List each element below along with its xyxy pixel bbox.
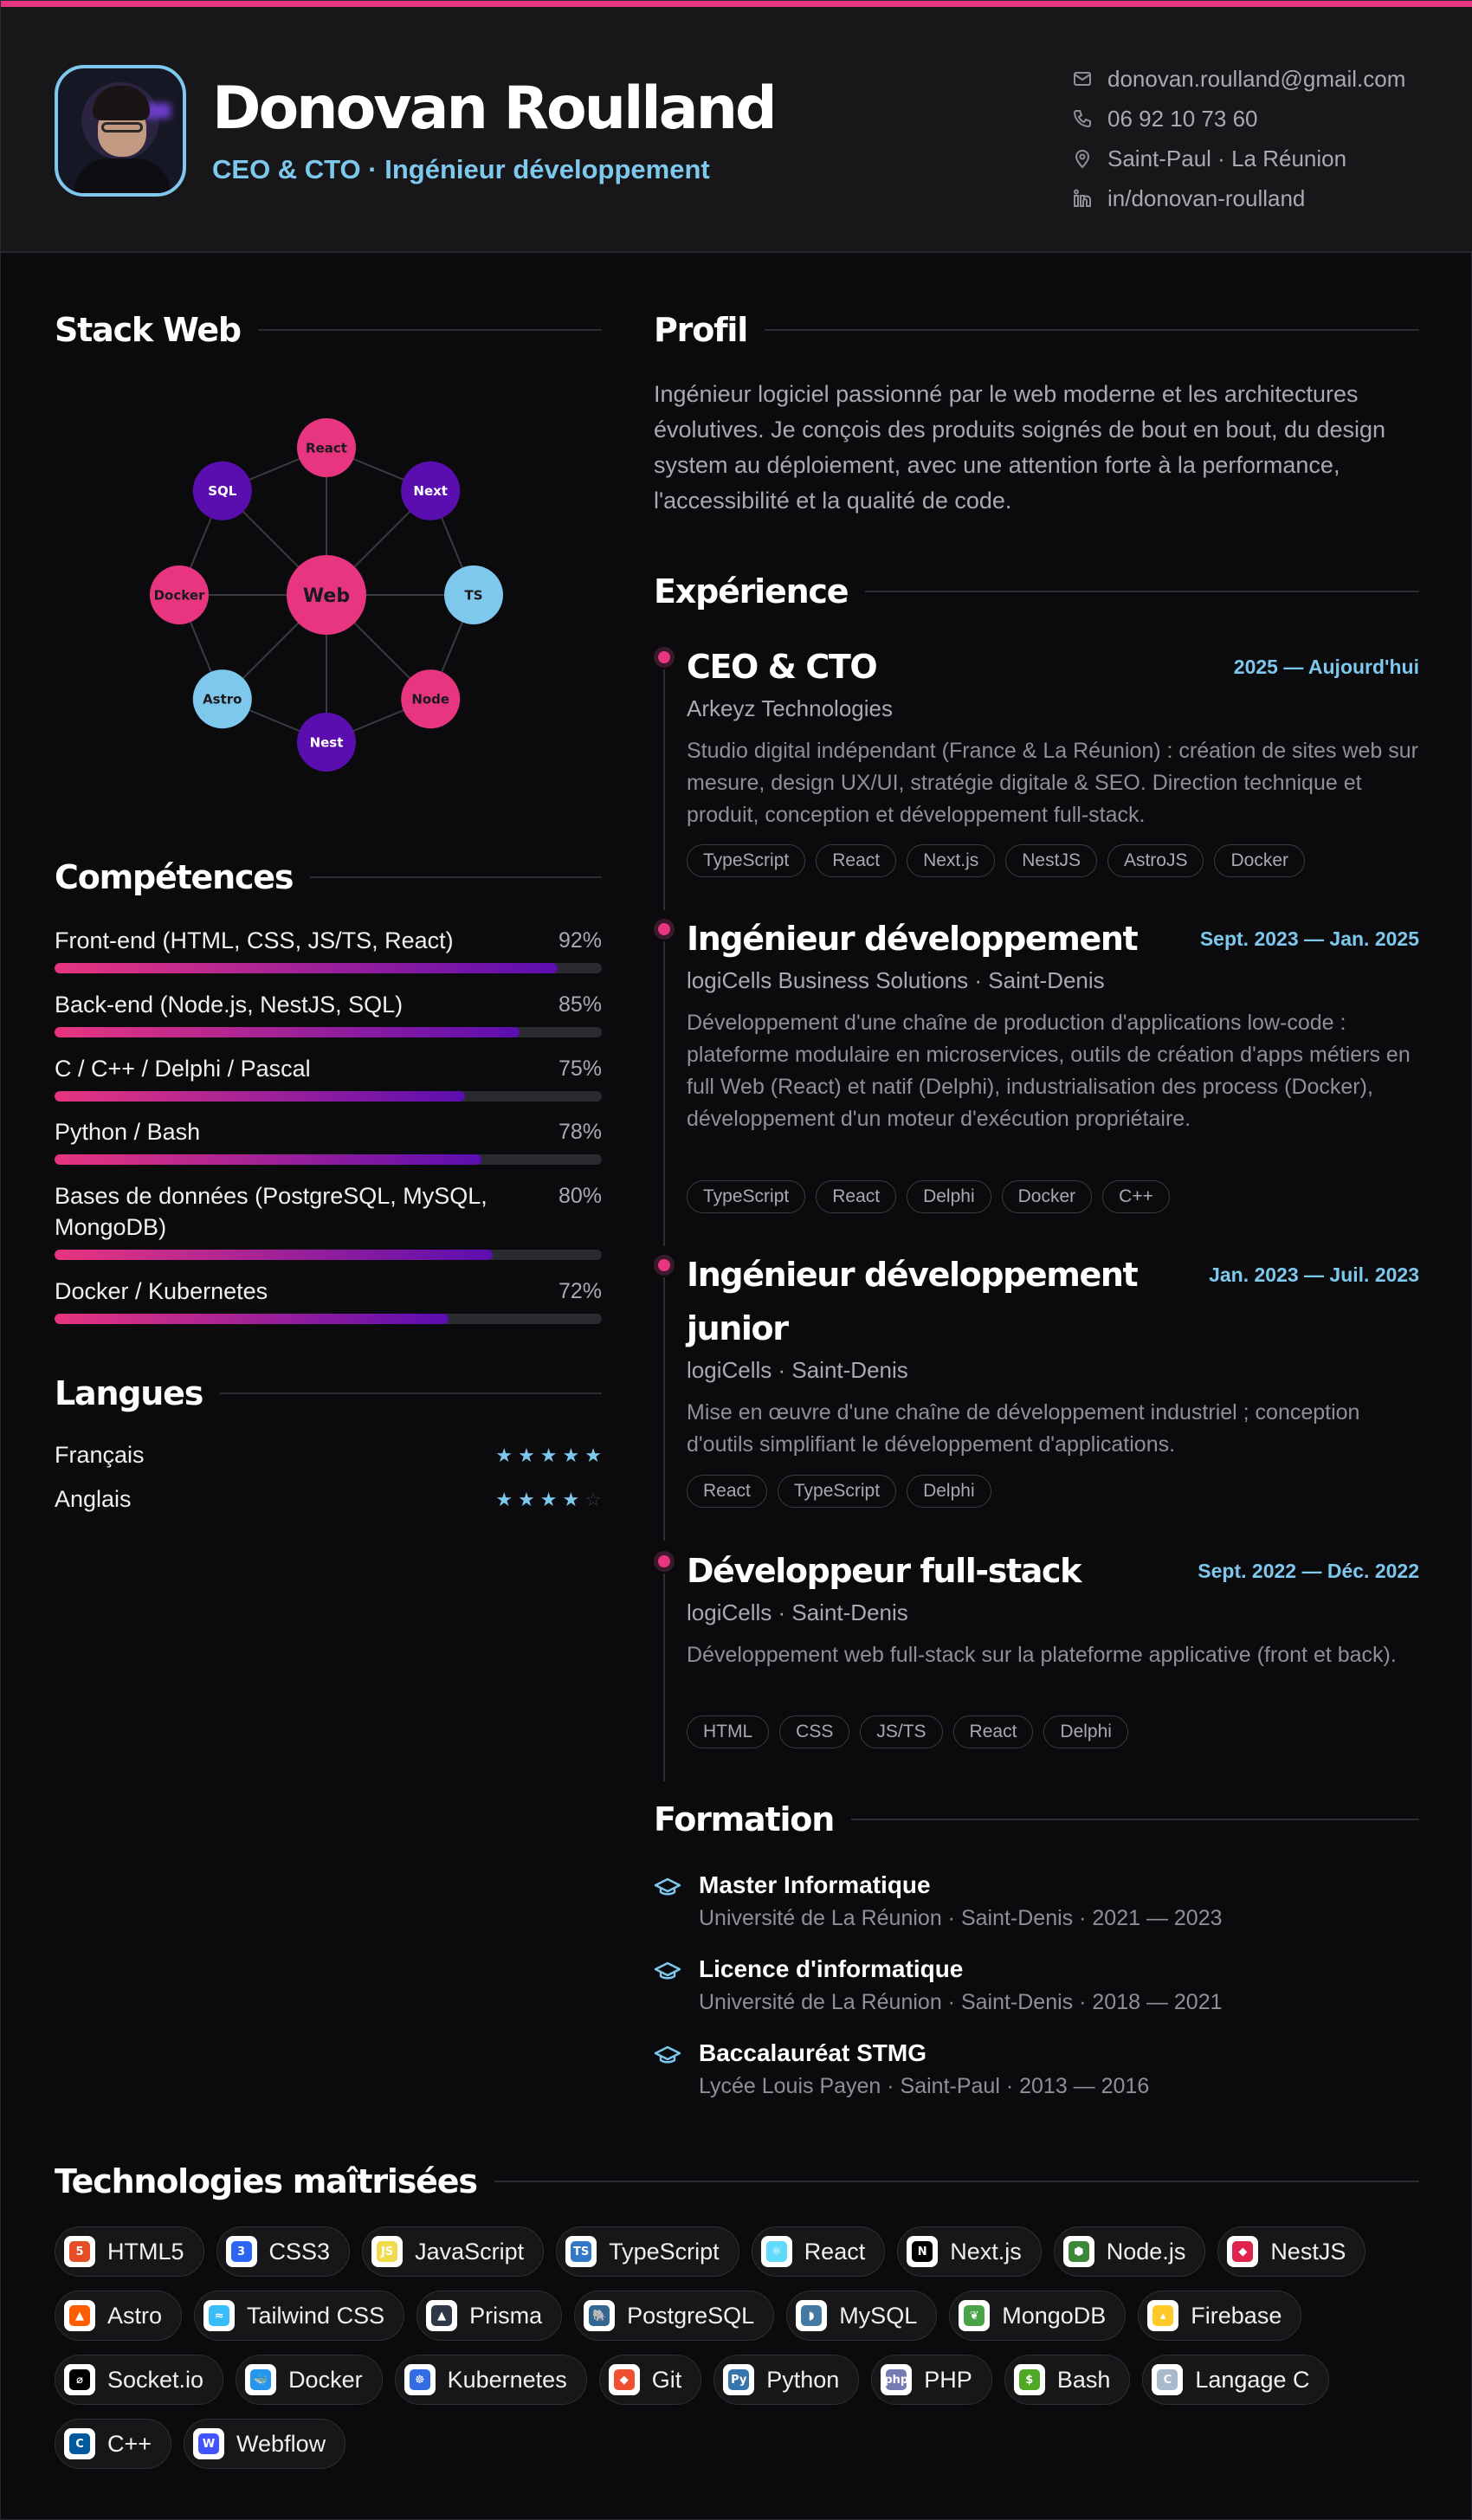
skill-item <box>55 925 602 973</box>
tech-pill <box>55 2419 171 2469</box>
experience-date: Sept. 2022 — Déc. 2022 <box>1198 1560 1419 1582</box>
nodejs-icon: ⬢ <box>1063 2236 1094 2267</box>
education-item <box>654 2039 1419 2109</box>
tech-label: PostgreSQL <box>627 2302 755 2329</box>
tech-pill <box>55 2226 204 2277</box>
skill-item <box>55 1180 602 1260</box>
language-name: Français <box>55 1442 145 1468</box>
skill-percent: 75% <box>558 1056 602 1081</box>
tag: React <box>687 1475 767 1508</box>
person-role: CEO & CTO · Ingénieur développement <box>212 154 710 184</box>
location-pin-icon <box>1071 147 1094 170</box>
experience-description: Développement d'une chaîne de production d'applications low-code : plateforme modulaire en microservices, outils de création d'apps métiers en full Web (React) et natif (Delphi), industrialisation des process (Docker), développement d'un moteur d'exécution propriétaire. <box>687 1011 1411 1131</box>
experience-title: Développeur full-stack <box>687 1552 1081 1590</box>
language-item <box>55 1486 602 1513</box>
skill-percent: 92% <box>558 928 602 953</box>
tag: AstroJS <box>1107 844 1204 877</box>
section-title-skills: Compétences <box>55 858 602 896</box>
tag: React <box>816 844 896 877</box>
graph-node-label: Node <box>411 691 450 708</box>
section-title-stack: Stack Web <box>55 311 602 349</box>
skill-label-continued: MongoDB) <box>55 1214 167 1240</box>
experience-date: Sept. 2023 — Jan. 2025 <box>1199 927 1419 950</box>
tech-pill <box>184 2419 345 2469</box>
prisma-icon: ▲ <box>426 2300 457 2331</box>
skill-label: Docker / Kubernetes <box>55 1278 268 1304</box>
tech-label: TypeScript <box>609 2238 720 2265</box>
git-icon: ◆ <box>609 2364 640 2395</box>
contact-email-text: donovan.roulland@gmail.com <box>1107 65 1406 92</box>
graph-node-node <box>401 669 460 728</box>
linkedin-icon <box>1071 187 1094 210</box>
astro-icon: ▲ <box>64 2300 95 2331</box>
tailwind-icon: ≈ <box>203 2300 235 2331</box>
tech-label: C++ <box>107 2430 152 2457</box>
html5-icon: 5 <box>64 2236 95 2267</box>
experience-description: Développement web full-stack sur la plateforme applicative (front et back). <box>687 1643 1397 1667</box>
skill-item <box>55 1053 602 1102</box>
education-item <box>654 1955 1419 2025</box>
tag: React <box>816 1180 896 1213</box>
graduation-cap-icon <box>654 1877 681 1897</box>
tech-label: MongoDB <box>1002 2302 1107 2329</box>
kubernetes-icon: ☸ <box>404 2364 436 2395</box>
section-title-experience: Expérience <box>654 572 1419 611</box>
skill-label: Back-end (Node.js, NestJS, SQL) <box>55 992 404 1018</box>
graph-node-label: TS <box>464 587 483 604</box>
tech-pill <box>556 2226 739 2277</box>
skill-label: C / C++ / Delphi / Pascal <box>55 1056 311 1082</box>
tech-pill <box>897 2226 1042 2277</box>
socketio-icon: ⌀ <box>64 2364 95 2395</box>
tech-label: NestJS <box>1270 2238 1346 2265</box>
graph-node-ts <box>444 565 503 624</box>
experience-tags <box>687 844 1305 877</box>
tech-label: Git <box>651 2366 682 2393</box>
experience-title: CEO & CTO <box>687 648 877 686</box>
graph-node-label: Next <box>413 483 448 500</box>
tech-label: Tailwind CSS <box>247 2302 385 2329</box>
experience-company: logiCells Business Solutions · Saint-Denis <box>687 967 1105 993</box>
tag: JS/TS <box>860 1716 942 1748</box>
tech-pill <box>574 2291 774 2341</box>
tech-pill <box>216 2226 351 2277</box>
graduation-cap-icon <box>654 2045 681 2065</box>
tech-label: PHP <box>924 2366 972 2393</box>
skill-bar-fill <box>55 963 558 973</box>
css3-icon: 3 <box>226 2236 257 2267</box>
timeline-dot <box>654 1551 675 1572</box>
star-filled-icon: ★ <box>562 1488 580 1510</box>
skill-bar-fill <box>55 1091 465 1102</box>
webflow-icon: W <box>193 2428 224 2459</box>
tech-pill <box>752 2226 886 2277</box>
tag: TypeScript <box>778 1475 896 1508</box>
mail-icon <box>1071 68 1094 90</box>
star-filled-icon: ★ <box>495 1444 513 1466</box>
avatar <box>55 65 186 197</box>
tech-pill <box>1138 2291 1301 2341</box>
skill-item <box>55 1116 602 1165</box>
tech-pill <box>55 2355 223 2405</box>
experience-date: 2025 — Aujourd'hui <box>1233 656 1419 678</box>
graph-node-next <box>401 462 460 520</box>
tech-pill <box>871 2355 992 2405</box>
experience-tags <box>687 1475 991 1508</box>
skill-bar-fill <box>55 1314 449 1324</box>
tag: TypeScript <box>687 844 805 877</box>
python-icon: Py <box>723 2364 754 2395</box>
education-item <box>654 1871 1419 1941</box>
star-filled-icon: ★ <box>518 1444 535 1466</box>
skill-percent: 80% <box>558 1184 602 1208</box>
experience-description: Mise en œuvre d'une chaîne de développement industriel ; conception d'outils simplifiant le développement d'applications. <box>687 1400 1360 1457</box>
timeline-line <box>663 1277 665 1541</box>
experience-title: Ingénieur développement junior <box>687 1256 1138 1347</box>
experience-item <box>654 1544 1419 1752</box>
star-filled-icon: ★ <box>518 1488 535 1510</box>
star-filled-icon: ★ <box>539 1444 558 1466</box>
timeline-line <box>663 941 665 1246</box>
skill-bar <box>55 1027 602 1037</box>
graph-node-sql <box>193 462 252 520</box>
skill-percent: 85% <box>558 992 602 1017</box>
tech-pill <box>713 2355 859 2405</box>
tech-pill <box>194 2291 404 2341</box>
tech-pill <box>1217 2226 1365 2277</box>
experience-description: Studio digital indépendant (France & La Réunion) : création de sites web sur mesure, design UX/UI, stratégie digitale & SEO. Direction technique et produit, conception et développement full-stack. <box>687 739 1418 827</box>
skill-bar <box>55 1314 602 1324</box>
stack-web-graph <box>139 408 520 789</box>
docker-icon: 🐳 <box>245 2364 276 2395</box>
language-rating <box>495 1444 602 1467</box>
skill-item <box>55 989 602 1037</box>
timeline-dot <box>654 1255 675 1276</box>
tech-label: Node.js <box>1106 2238 1186 2265</box>
tech-label: Bash <box>1056 2366 1111 2393</box>
tag: CSS <box>779 1716 849 1748</box>
tag: NestJS <box>1005 844 1097 877</box>
tech-label: MySQL <box>839 2302 918 2329</box>
experience-company: logiCells · Saint-Denis <box>687 1599 908 1625</box>
education-degree: Baccalauréat STMG <box>699 2039 926 2066</box>
tag: Next.js <box>907 844 995 877</box>
bash-icon: $ <box>1014 2364 1045 2395</box>
contact-phone[interactable] <box>1071 99 1405 139</box>
php-icon: php <box>881 2364 912 2395</box>
graph-node-label: Astro <box>203 691 242 708</box>
tag: C++ <box>1102 1180 1170 1213</box>
graph-node-label: SQL <box>208 483 237 500</box>
tech-pill <box>599 2355 702 2405</box>
mysql-icon: ◗ <box>796 2300 827 2331</box>
tech-label: Next.js <box>950 2238 1022 2265</box>
tech-pill <box>1142 2355 1329 2405</box>
graph-node-label: Web <box>302 585 351 607</box>
technologies-list <box>55 2226 1423 2469</box>
tag: Delphi <box>907 1475 991 1508</box>
skill-bar <box>55 1154 602 1165</box>
experience-item <box>654 1248 1419 1525</box>
tech-pill <box>1004 2355 1131 2405</box>
experience-company: Arkeyz Technologies <box>687 695 893 721</box>
javascript-icon: JS <box>371 2236 403 2267</box>
language-rating <box>495 1489 602 1511</box>
tech-label: Firebase <box>1191 2302 1282 2329</box>
skill-label: Python / Bash <box>55 1119 201 1145</box>
tech-label: Prisma <box>469 2302 543 2329</box>
tech-label: Python <box>766 2366 840 2393</box>
experience-company: logiCells · Saint-Denis <box>687 1357 908 1383</box>
tech-label: Kubernetes <box>447 2366 567 2393</box>
timeline-dot <box>654 647 675 668</box>
experience-tags <box>687 1716 1128 1748</box>
tech-label: HTML5 <box>107 2238 184 2265</box>
header <box>1 7 1472 253</box>
typescript-icon: TS <box>565 2236 597 2267</box>
tag: Delphi <box>1043 1716 1128 1748</box>
tech-pill <box>1054 2226 1206 2277</box>
graduation-cap-icon <box>654 1961 681 1981</box>
star-filled-icon: ★ <box>495 1488 513 1510</box>
tech-pill <box>416 2291 562 2341</box>
tech-pill <box>395 2355 587 2405</box>
top-accent-bar <box>1 1 1472 7</box>
firebase-icon: ▴ <box>1147 2300 1178 2331</box>
tech-label: JavaScript <box>415 2238 525 2265</box>
tech-pill <box>949 2291 1126 2341</box>
education-school: Université de La Réunion · Saint-Denis · 2021 — 2023 <box>699 1906 1223 1930</box>
skill-bar <box>55 1091 602 1102</box>
tech-label: CSS3 <box>268 2238 331 2265</box>
experience-item <box>654 912 1419 1232</box>
graph-node-center <box>287 555 366 635</box>
tech-label: React <box>804 2238 866 2265</box>
skill-item <box>55 1276 602 1324</box>
skill-label: Bases de données (PostgreSQL, MySQL, <box>55 1183 487 1209</box>
react-icon: ⚛ <box>761 2236 792 2267</box>
experience-item <box>654 640 1419 891</box>
graph-node-docker <box>150 565 209 624</box>
skill-label: Front-end (HTML, CSS, JS/TS, React) <box>55 927 454 953</box>
section-title-technologies: Technologies maîtrisées <box>55 2162 1419 2200</box>
graph-node-react <box>297 418 356 477</box>
mongodb-icon: ❦ <box>959 2300 990 2331</box>
nestjs-icon: ◆ <box>1227 2236 1258 2267</box>
contact-email[interactable] <box>1071 59 1405 99</box>
tech-label: Astro <box>107 2302 163 2329</box>
tag: HTML <box>687 1716 769 1748</box>
graph-node-label: Docker <box>153 587 205 604</box>
graph-node-label: Nest <box>309 734 344 751</box>
skill-percent: 78% <box>558 1120 602 1144</box>
phone-icon <box>1071 107 1094 130</box>
tag: TypeScript <box>687 1180 805 1213</box>
contact-linkedin[interactable] <box>1071 178 1405 218</box>
tech-label: Socket.io <box>107 2366 204 2393</box>
tag: Docker <box>1214 844 1305 877</box>
skill-bar-fill <box>55 1027 520 1037</box>
language-item <box>55 1442 602 1469</box>
skill-bar-fill <box>55 1154 481 1165</box>
education-school: Université de La Réunion · Saint-Denis · 2018 — 2021 <box>699 1990 1223 2014</box>
tag: React <box>953 1716 1034 1748</box>
star-filled-icon: ★ <box>562 1444 580 1466</box>
contact-list <box>1071 59 1405 218</box>
contact-location-text: Saint-Paul · La Réunion <box>1107 145 1347 171</box>
contact-linkedin-text: in/donovan-roulland <box>1107 184 1306 211</box>
nextjs-icon: N <box>907 2236 938 2267</box>
experience-date: Jan. 2023 — Juil. 2023 <box>1209 1263 1419 1286</box>
timeline-line <box>663 669 665 910</box>
c-language-icon: C <box>1152 2364 1183 2395</box>
contact-location <box>1071 139 1405 178</box>
profile-text: Ingénieur logiciel passionné par le web moderne et les architectures évolutives. Je conçois des produits soignés de bout en bout, du design system au déploiement, avec une attention forte à la performance, l'accessibilité et la qualité de code. <box>654 381 1386 514</box>
education-school: Lycée Louis Payen · Saint-Paul · 2013 — 2016 <box>699 2074 1150 2098</box>
tech-label: Webflow <box>236 2430 326 2457</box>
contact-phone-text: 06 92 10 73 60 <box>1107 105 1258 132</box>
star-filled-icon: ★ <box>539 1488 558 1510</box>
tech-pill <box>55 2291 182 2341</box>
star-filled-icon: ★ <box>584 1444 602 1466</box>
cpp-icon: C <box>64 2428 95 2459</box>
education-degree: Master Informatique <box>699 1871 931 1898</box>
star-empty-icon: ☆ <box>584 1488 602 1510</box>
graph-node-nest <box>297 713 356 772</box>
section-title-education: Formation <box>654 1800 1419 1838</box>
education-degree: Licence d'informatique <box>699 1955 964 1982</box>
tag: Delphi <box>907 1180 991 1213</box>
language-name: Anglais <box>55 1486 132 1512</box>
tech-pill <box>786 2291 937 2341</box>
skill-percent: 72% <box>558 1279 602 1303</box>
timeline-line <box>663 1573 665 1781</box>
skill-bar <box>55 963 602 973</box>
tech-pill <box>362 2226 544 2277</box>
graph-node-label: React <box>306 440 347 456</box>
tag: Docker <box>1002 1180 1093 1213</box>
tech-label: Docker <box>288 2366 363 2393</box>
experience-tags <box>687 1180 1170 1213</box>
section-title-languages: Langues <box>55 1374 602 1412</box>
skill-bar-fill <box>55 1250 493 1260</box>
timeline-dot <box>654 919 675 940</box>
section-title-profile: Profil <box>654 311 1419 349</box>
experience-title: Ingénieur développement <box>687 920 1138 958</box>
skill-bar <box>55 1250 602 1260</box>
postgresql-icon: 🐘 <box>584 2300 615 2331</box>
tech-pill <box>236 2355 383 2405</box>
graph-node-astro <box>193 669 252 728</box>
person-name: Donovan Roulland <box>212 74 775 143</box>
tech-label: Langage C <box>1195 2366 1310 2393</box>
